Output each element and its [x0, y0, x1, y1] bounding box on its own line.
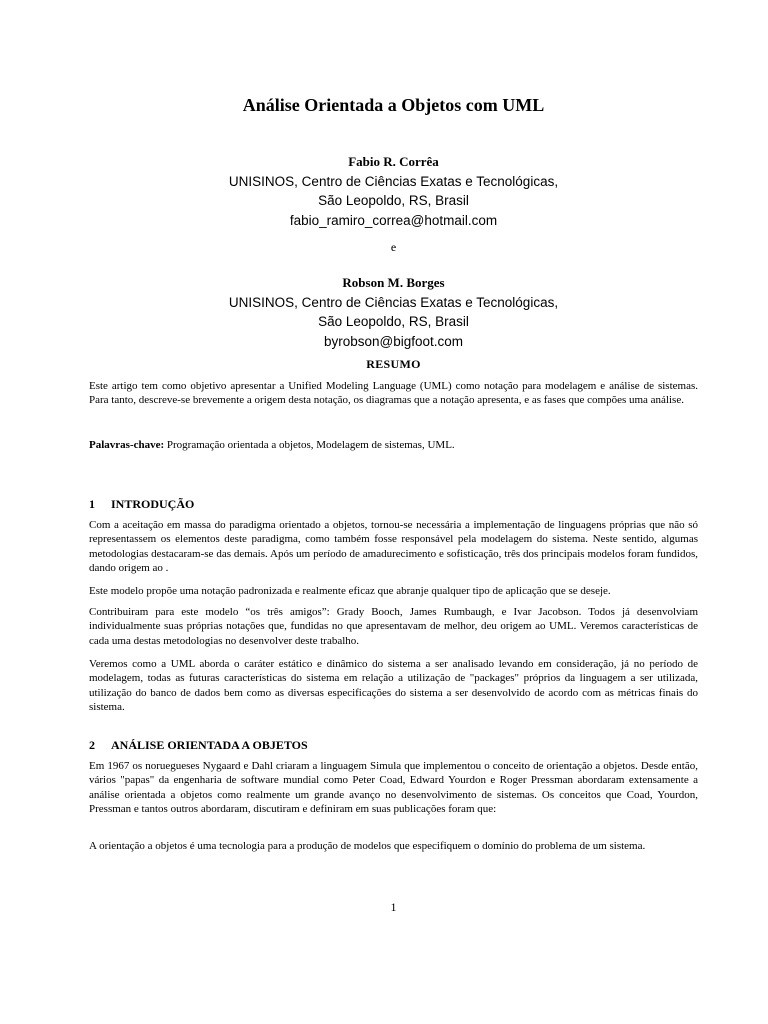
author-institution: UNISINOS, Centro de Ciências Exatas e Tecnológicas, — [228, 173, 559, 189]
section-number: 1 — [89, 497, 95, 511]
author-email: byrobson@bigfoot.com — [323, 333, 464, 349]
paragraph: A orientação a objetos é uma tecnologia para a produção de modelos que especifiquem o domínio do problema de um sistema. — [89, 840, 646, 852]
paragraph: Veremos como a UML aborda o caráter estático e dinâmico do sistema a ser analisado levando em consideração, já no período de modelagem, todas as futuras características do sistema em relação a utilização de "packages" próprios da linguagem a ser utilizada, utilização do banco de dados bem como as diversas especificações do sistema a ser desenvolvido de acordo com as métricas finais do sistema. — [89, 658, 698, 713]
section-heading — [89, 738, 308, 752]
section-title: INTRODUÇÃO — [111, 497, 195, 511]
author-conjunction: e — [390, 240, 397, 254]
paragraph: Com a aceitação em massa do paradigma orientado a objetos, tornou-se necessária a implementação de linguagens próprias que não só representassem os elementos deste paradigma, como também fosse responsável pela modelagem do sistema. Neste sentido, algumas metodologias destacaram-se das demais. Após um período de amadurecimento e sofisticação, três dos principais modelos foram fundidos, dando origem ao . — [89, 519, 698, 574]
author-location: São Leopoldo, RS, Brasil — [318, 314, 469, 329]
abstract-text: Este artigo tem como objetivo apresentar a Unified Modeling Language (UML) como notação para modelagem e análise de sistemas. Para tanto, descreve-se brevemente a origem desta notação, os diagramas que a notação apresenta, e as fases que compões uma análise. — [89, 380, 698, 407]
keywords-label: Palavras-chave: — [89, 439, 165, 451]
author-email: fabio_ramiro_correa@hotmail.com — [289, 212, 498, 228]
author-location: São Leopoldo, RS, Brasil — [318, 193, 469, 208]
keywords-text: Programação orientada a objetos, Modelagem de sistemas, UML. — [164, 439, 455, 451]
keywords — [89, 438, 698, 452]
author-block-1 — [89, 152, 698, 230]
author-name: Fabio R. Corrêa — [348, 154, 439, 169]
author-name: Robson M. Borges — [342, 275, 445, 290]
paragraph: Contribuiram para este modelo “os três amigos”: Grady Booch, James Rumbaugh, e Ivar Jacobson. Todos já desenvolviam individualmente suas próprias notações que, fundidas no que apresentavam de melhor, deu origem ao UML. Veremos características de cada uma destas metodologias no desenvolver deste trabalho. — [89, 606, 698, 647]
author-block-2 — [89, 273, 698, 351]
paragraph: Este modelo propõe uma notação padronizada e realmente eficaz que abranje qualquer tipo de aplicação que se deseje. — [89, 585, 611, 597]
paragraph: Em 1967 os noruegueses Nygaard e Dahl criaram a linguagem Simula que implementou o conceito de orientação a objetos. Desde então, vários "papas" da engenharia de software mundial como Peter Coad, Edward Yourdon e Roger Pressman abordaram extensamente a análise orientada a objetos como realmente um grande avanço no desenvolvimento de sistemas. Os conceitos que Coad, Yourdon, Pressman e tantos outros abordaram, discutiram e definiram em suas publicações foram que: — [89, 760, 698, 815]
section-title: ANÁLISE ORIENTADA A OBJETOS — [111, 738, 308, 752]
paper-title: Análise Orientada a Objetos com UML — [242, 95, 545, 115]
page-number: 1 — [390, 900, 397, 914]
abstract-heading: RESUMO — [366, 357, 421, 371]
section-number: 2 — [89, 738, 95, 752]
section-heading — [89, 497, 194, 511]
author-institution: UNISINOS, Centro de Ciências Exatas e Tecnológicas, — [228, 294, 559, 310]
